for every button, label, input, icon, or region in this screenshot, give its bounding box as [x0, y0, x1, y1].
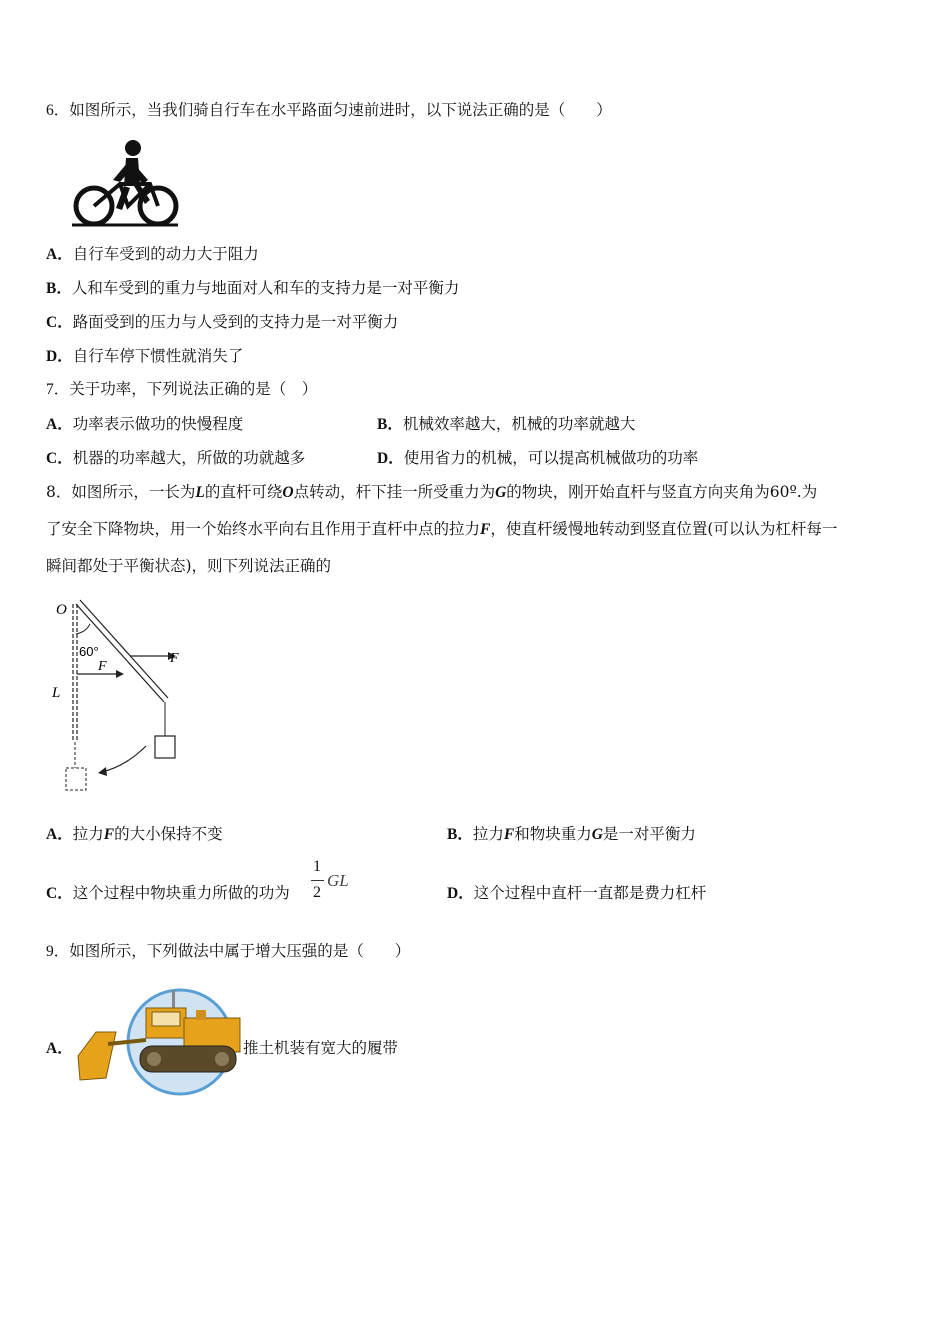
q8-stem-line3: 瞬间都处于平衡状态)，则下列说法正确的	[46, 557, 332, 575]
q7-option-b: B．机械效率越大，机械的功率就越大	[377, 415, 636, 433]
pivot-label-o: O	[56, 602, 67, 618]
q7-stem: 7．关于功率，下列说法正确的是（ ）	[46, 381, 318, 398]
q7-option-d: D．使用省力的机械，可以提高机械做功的功率	[377, 449, 699, 467]
q8-option-c: C．这个过程中物块重力所做的功为	[46, 884, 290, 902]
q9-option-a-label: A．	[46, 1040, 73, 1057]
q8-stem-line2: 了安全下降物块，用一个始终水平向右且作用于直杆中点的拉力F，使直杆缓慢地转动到竖直位置(可以认为杠杆每一	[46, 520, 838, 538]
q6-option-a: A．自行车受到的动力大于阻力	[46, 245, 259, 263]
q7-option-a: A．功率表示做功的快慢程度	[46, 415, 244, 433]
q9-stem: 9．如图所示，下列做法中属于增大压强的是（ ）	[46, 943, 411, 960]
q8-option-a: A．拉力F的大小保持不变	[46, 825, 223, 843]
q6-option-c: C．路面受到的压力与人受到的支持力是一对平衡力	[46, 313, 399, 331]
q6-option-d: D．自行车停下惯性就消失了	[46, 347, 244, 365]
cyclist-figure	[68, 136, 183, 230]
q8-option-d: D．这个过程中直杆一直都是费力杠杆	[447, 884, 707, 902]
q6-option-b: B．人和车受到的重力与地面对人和车的支持力是一对平衡力	[46, 279, 460, 297]
q6-stem: 6．如图所示，当我们骑自行车在水平路面匀速前进时，以下说法正确的是（ ）	[46, 102, 612, 119]
q9-option-a-text: 推土机装有宽大的履带	[243, 1039, 399, 1057]
q8-stem-line1: 8．如图所示，一长为L的直杆可绕O点转动，杆下挂一所受重力为G的物块，刚开始直杆与竖直方向夹角为60º.为	[46, 483, 818, 501]
q8-option-b: B．拉力F和物块重力G是一对平衡力	[447, 825, 696, 843]
q7-option-c: C．机器的功率越大，所做的功就越多	[46, 449, 306, 467]
force-label-upper: F	[170, 651, 179, 666]
force-label-lower: F	[98, 659, 107, 674]
bulldozer-figure	[76, 986, 244, 1100]
length-label: L	[52, 685, 61, 701]
angle-label: 60°	[79, 644, 99, 659]
fraction-denominator: 2	[313, 884, 321, 901]
gl-term: GL	[327, 871, 349, 890]
fraction-numerator: 1	[313, 858, 321, 875]
lever-figure	[46, 596, 196, 796]
